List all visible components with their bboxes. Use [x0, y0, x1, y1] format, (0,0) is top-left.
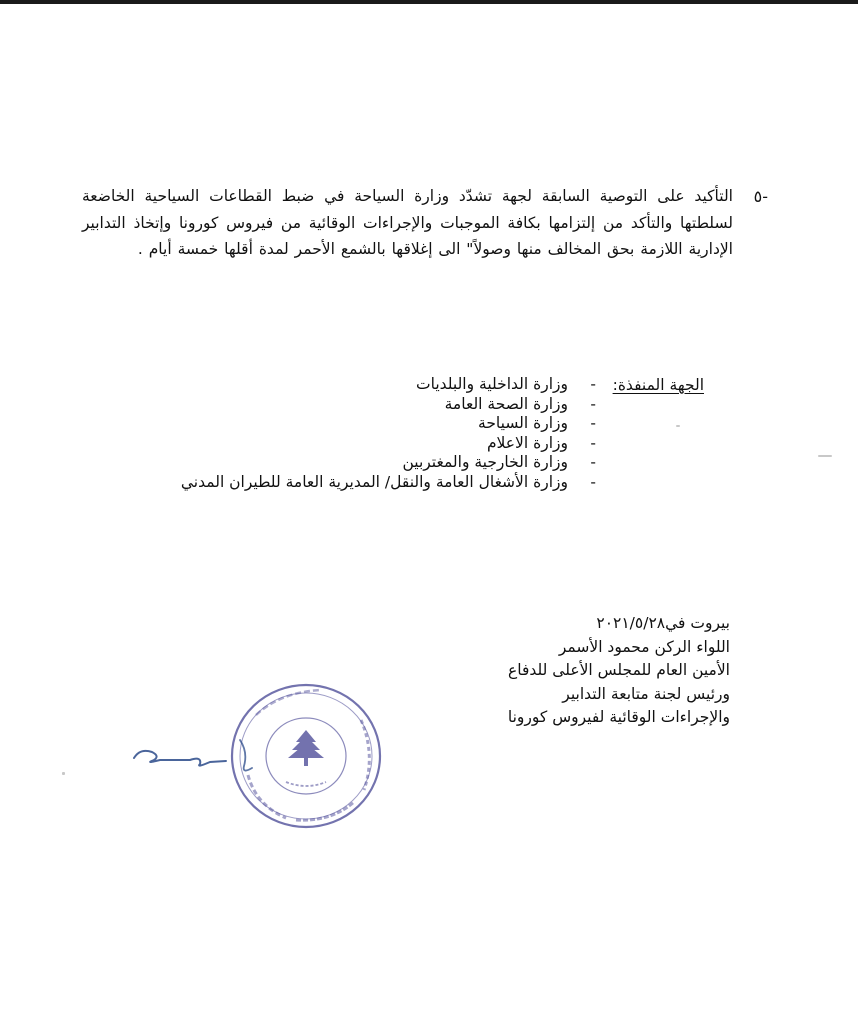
list-item: [181, 375, 596, 395]
list-item: [181, 473, 596, 493]
scan-speck: [676, 425, 680, 427]
list-dash: -: [590, 394, 596, 413]
scan-speck: [62, 772, 65, 775]
top-border: [0, 0, 858, 4]
list-item-text: وزارة الداخلية والبلديات: [416, 375, 568, 393]
handwritten-signature: [130, 730, 280, 780]
signatory-role-line-2: والإجراءات الوقائية لفيروس كورونا: [507, 708, 730, 726]
executing-parties-list: [181, 375, 596, 493]
list-item: [181, 395, 596, 415]
list-dash: -: [590, 472, 596, 491]
signature-block: [508, 612, 730, 730]
list-dash: -: [590, 453, 596, 472]
list-item-text: وزارة الصحة العامة: [444, 394, 568, 413]
list-dash: -: [590, 433, 596, 452]
clause-number: -٥: [753, 187, 768, 206]
list-dash: -: [590, 414, 596, 433]
clause-text: التأكيد على التوصية السابقة لجهة تشدّد وزارة السياحة في ضبط القطاعات السياحية الخاضعة لسلطتها والتأكد من إلتزامها بكافة الموجبات والإجراءات الوقائية من فيروس كورونا وإتخاذ التدابير الإدارية اللازمة بحق المخالف منها وصولاً" الى إغلاقها بالشمع الأحمر لمدة أقلها خمسة أيام .: [82, 187, 733, 258]
list-item: [181, 434, 596, 454]
list-item-text: وزارة السياحة: [478, 414, 568, 433]
scan-speck: [818, 455, 832, 457]
list-dash: -: [590, 375, 596, 393]
list-item-text: وزارة الاعلام: [486, 433, 568, 452]
list-item-text: وزارة الخارجية والمغتربين: [402, 453, 568, 472]
signatory-name: اللواء الركن محمود الأسمر: [558, 637, 730, 656]
list-item: [181, 414, 596, 434]
signatory-title: الأمين العام للمجلس الأعلى للدفاع: [508, 661, 730, 679]
list-item-text: وزارة الأشغال العامة والنقل/ المديرية العامة للطيران المدني: [180, 472, 568, 491]
signatory-role-line-1: ورئيس لجنة متابعة التدابير: [562, 684, 730, 703]
list-item: [181, 453, 596, 473]
place-date: بيروت في٢٠٢١/٥/٢٨: [596, 614, 730, 632]
executing-parties-label: الجهة المنفذة:: [612, 376, 704, 394]
